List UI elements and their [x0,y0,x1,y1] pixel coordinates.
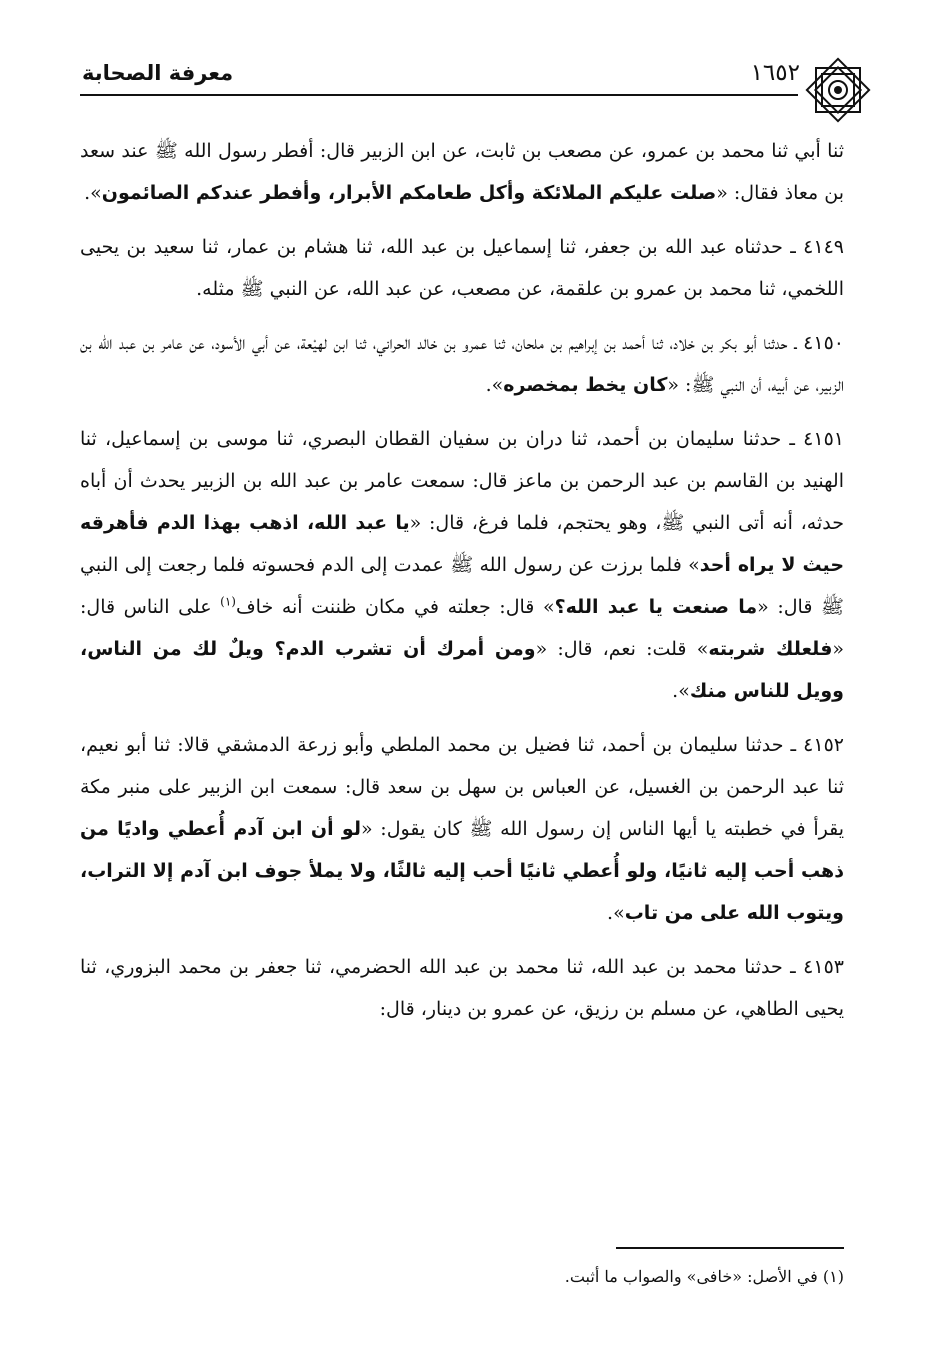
hadith-text: لو أن ابن آدم أُعطي واديًا من ذهب أحب إليه ثانيًا، ولو أُعطي ثانيًا أحب إليه ثالثًا، ولا يملأ جوف ابن آدم إلا التراب، ويتوب الله على من تاب [80,818,844,924]
hadith-text: فلعلك شربته [708,638,833,660]
hadith-text: ما صنعت يا عبد الله؟ [554,596,758,618]
main-text [80,130,844,1042]
footnote-marker: (١) [220,594,236,609]
running-title: معرفة الصحابة [82,61,234,85]
narration-text: على الناس قال: « [80,596,845,660]
hadith-text: ومن أمرك أن تشرب الدم؟ ويلٌ لك من الناس، وويل للناس منك [80,638,844,702]
paragraph [80,322,844,406]
paragraph [80,946,844,1030]
star-ornament-icon [800,52,876,128]
narration-text: ٤١٥٢ ـ حدثنا سليمان بن أحمد، ثنا فضيل بن محمد الملطي وأبو زرعة الدمشقي قالا: ثنا أبو نعيم، ثنا عبد الرحمن بن الغسيل، عن العباس بن سهل بن سعد قال: سمعت ابن الزبير على منبر مكة يقرأ في خطبته يا أيها الناس إن رسول الله ﷺ كان يقول: « [80,734,844,840]
narration-text: ثنا أبي ثنا محمد بن عمرو، عن مصعب بن ثابت، عن ابن الزبير قال: أفطر رسول الله ﷺ عند سعد بن معاذ فقال: « [80,140,844,204]
narration-text: » قال: جعلته في مكان ظننت أنه خاف [235,596,555,618]
narration-text: » فلما برزت عن رسول الله ﷺ عمدت إلى الدم فحسوته فلما رجعت إلى النبي ﷺ قال: « [80,554,844,618]
hadith-text: كان يخط بمخصره [503,374,668,396]
narration-text: ٤١٤٩ ـ حدثناه عبد الله بن جعفر، ثنا إسماعيل بن عبد الله، ثنا هشام بن عمار، ثنا سعيد بن يحيى اللخمي، ثنا محمد بن عمرو بن علقمة، عن مصعب، عن عبد الله، عن النبي ﷺ مثله. [80,236,844,300]
narration-text: ». [485,374,504,396]
hadith-text: صلت عليكم الملائكة وأكل طعامكم الأبرار، وأفطر عندكم الصائمون [101,182,717,204]
narration-text: ٤١٥٣ ـ حدثنا محمد بن عبد الله، ثنا محمد بن عبد الله الحضرمي، ثنا جعفر بن محمد البزوري، ثنا يحيى الطاهي، عن مسلم بن رزيق، عن عمرو بن دينار، قال: [80,956,844,1020]
narration-text: ٤١٥١ ـ حدثنا سليمان بن أحمد، ثنا دران بن سفيان القطان البصري، ثنا موسى بن إسماعيل، ثنا الهنيد بن القاسم بن عبد الرحمن بن ماعز قال: سمعت عامر بن عبد الله بن الزبير يحدث أن أباه حدثه، أنه أتى النبي ﷺ، وهو يحتجم، فلما فرغ، قال: « [80,428,844,534]
narration-text: ». [84,182,102,204]
paragraph [80,226,844,310]
narration-text: ٤١٥٠ ـ حدثنا أبو بكر بن خلاد، ثنا أحمد بن إبراهيم بن ملحان، ثنا عمرو بن خالد الحراني، ثنا ابن لهيْعة، عن أبي الأسود، عن عامر بن عبد الله بن الزبير، عن أبيه، أن النبي ﷺ: « [80,332,844,396]
narration-text: » قلت: نعم، قال: « [535,638,709,660]
hadith-text: يا عبد الله، اذهب بهذا الدم فأهرقه حيث لا يراه أحد [80,512,845,576]
paragraph [80,724,844,934]
paragraph [80,130,844,214]
narration-text: ». [607,902,625,924]
header-rule [80,94,798,96]
narration-text: ». [672,680,690,702]
paragraph [80,418,844,712]
page-number: ١٦٥٢ [750,60,800,86]
footnote-rule [616,1247,844,1249]
footnote: (١) في الأصل: «خافى» والصواب ما أثبت. [564,1267,844,1286]
